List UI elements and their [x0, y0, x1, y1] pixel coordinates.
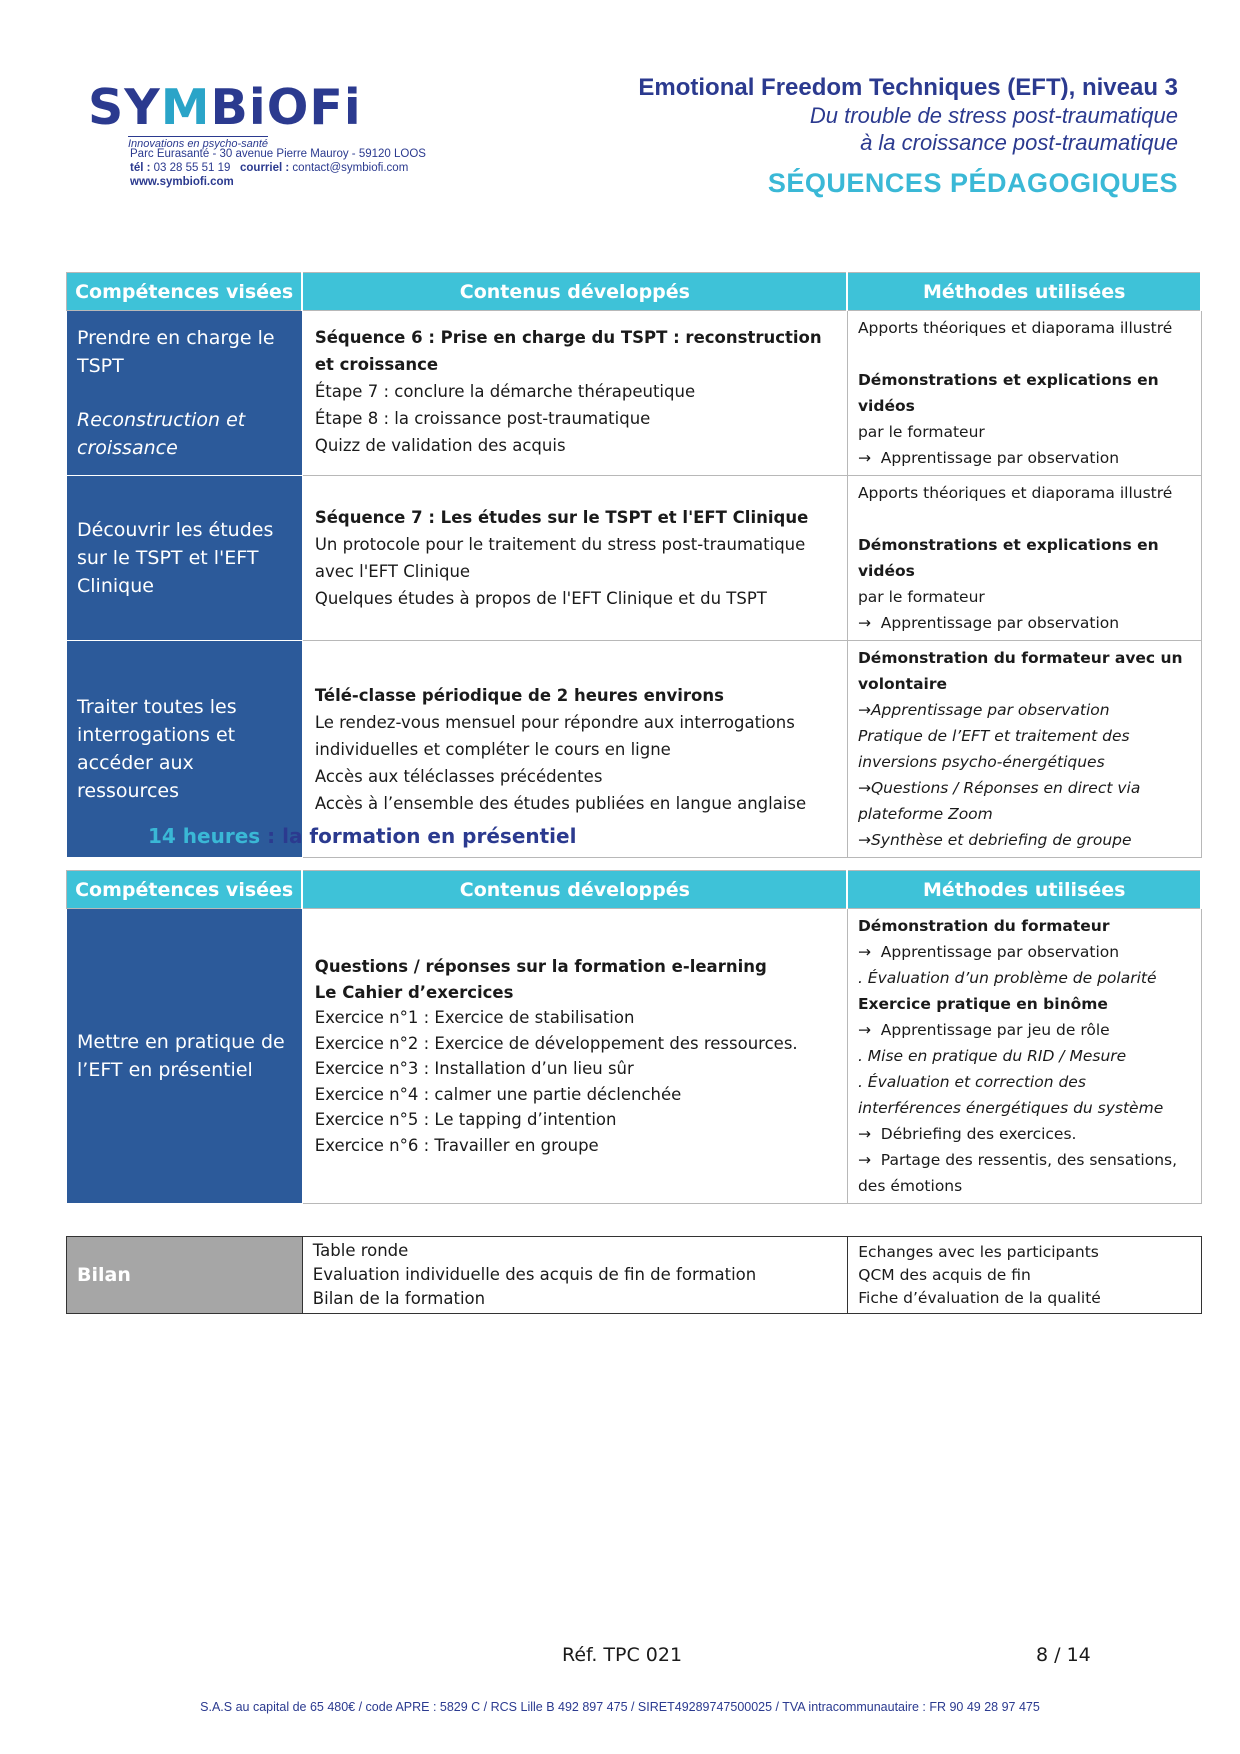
- website: www.symbiofi.com: [130, 176, 234, 188]
- competence-cell: Prendre en charge le TSPT Reconstruction et croissance: [67, 311, 303, 476]
- document-reference: Réf. TPC 021: [562, 1644, 683, 1666]
- bilan-table: [66, 1236, 1202, 1314]
- bilan-label: Bilan: [67, 1237, 303, 1314]
- arrow-right-icon: →: [857, 701, 871, 719]
- section-presentiel-heading: 14 heures : la formation en présentiel: [148, 824, 577, 848]
- document-title: Emotional Freedom Techniques (EFT), niveau 3: [638, 74, 1178, 101]
- content-cell: Séquence 6 : Prise en charge du TSPT : reconstruction et croissance Étape 7 : conclure la démarche thérapeutique Étape 8 : la croissance post-traumatique Quizz de validation des acquis: [302, 311, 847, 476]
- col-header-contenus: Contenus développés: [302, 871, 847, 909]
- document-subtitle-1: Du trouble de stress post-traumatique: [809, 103, 1178, 128]
- arrow-right-icon: →: [857, 449, 871, 467]
- page-number: 8 / 14: [1036, 1644, 1091, 1666]
- content-cell: Télé-classe périodique de 2 heures environs Le rendez-vous mensuel pour répondre aux interrogations individuelles et compléter le cours en ligne Accès aux téléclasses précédentes Accès à l’ensemble des études publiées en langue anglaise: [302, 641, 847, 858]
- arrow-right-icon: →: [857, 831, 871, 849]
- company-logo: [88, 79, 448, 152]
- document-title-block: [638, 74, 1178, 199]
- col-header-methodes: Méthodes utilisées: [847, 273, 1201, 311]
- bilan-method-cell: Echanges avec les participants QCM des acquis de fin Fiche d’évaluation de la qualité: [848, 1237, 1202, 1314]
- contact-line: tél : 03 28 55 51 19 courriel : contact@symbiofi.com: [130, 162, 409, 174]
- col-header-competences: Compétences visées: [67, 273, 303, 311]
- method-cell: Apports théoriques et diaporama illustré Démonstrations et explications en vidéos par le formateur → Apprentissage par observation: [847, 311, 1201, 476]
- sequences-table: [66, 272, 1202, 858]
- legal-footer: S.A.S au capital de 65 480€ / code APRE : 5829 C / RCS Lille B 492 897 475 / SIRET49289747500025 / TVA intracommunautaire : FR 90 49 28 97 475: [200, 1700, 1040, 1714]
- presentiel-table: [66, 870, 1202, 1204]
- table-header-row: [67, 273, 1202, 311]
- method-cell: Apports théoriques et diaporama illustré Démonstrations et explications en vidéos par le formateur → Apprentissage par observation: [847, 476, 1201, 641]
- content-cell: Questions / réponses sur la formation e-learning Le Cahier d’exercices Exercice n°1 : Exercice de stabilisation Exercice n°2 : Exercice de développement des ressources. Exercice n°3 : Installation d’un lieu sûr Exercice n°4 : calmer une partie déclenchée Exercice n°5 : Le tapping d’intention Exercice n°6 : Travailler en groupe: [302, 909, 847, 1204]
- document-subtitle-2: à la croissance post-traumatique: [860, 130, 1178, 155]
- address-line: Parc Eurasanté - 30 avenue Pierre Mauroy - 59120 LOOS: [130, 148, 426, 160]
- logo-tagline: Innovations en psycho-santé: [128, 138, 269, 150]
- table-header-row: [67, 871, 1202, 909]
- table-row: [67, 1237, 1202, 1314]
- competence-cell: Mettre en pratique de l’EFT en présentiel: [67, 909, 303, 1204]
- arrow-right-icon: →: [857, 614, 871, 632]
- bilan-content-cell: Table ronde Evaluation individuelle des acquis de fin de formation Bilan de la formation: [302, 1237, 847, 1314]
- company-address: [130, 147, 426, 189]
- col-header-competences: Compétences visées: [67, 871, 303, 909]
- method-cell: Démonstration du formateur → Apprentissage par observation . Évaluation d’un problème de polarité Exercice pratique en binôme → Apprentissage par jeu de rôle . Mise en pratique du RID / Mesure . Évaluation et correction des interférences énergétiques du système → Débriefing des exercices. → Partage des ressentis, des sensations, des émotions: [847, 909, 1201, 1204]
- table-row: [67, 476, 1202, 641]
- col-header-methodes: Méthodes utilisées: [847, 871, 1201, 909]
- competence-cell: Découvrir les études sur le TSPT et l'EFT Clinique: [67, 476, 303, 641]
- method-cell: Démonstration du formateur avec un volontaire →Apprentissage par observation Pratique de l’EFT et traitement des inversions psycho-énergétiques →Questions / Réponses en direct via plateforme Zoom →Synthèse et debriefing de groupe: [847, 641, 1201, 858]
- content-cell: Séquence 7 : Les études sur le TSPT et l'EFT Clinique Un protocole pour le traitement du stress post-traumatique avec l'EFT Clinique Quelques études à propos de l'EFT Clinique et du TSPT: [302, 476, 847, 641]
- arrow-right-icon: →: [857, 1021, 871, 1039]
- arrow-right-icon: →: [857, 1125, 871, 1143]
- table-row: [67, 311, 1202, 476]
- section-title: SÉQUENCES PÉDAGOGIQUES: [767, 168, 1178, 198]
- competence-cell: Traiter toutes les interrogations et accéder aux ressources: [67, 641, 303, 858]
- table-row: [67, 909, 1202, 1204]
- col-header-contenus: Contenus développés: [302, 273, 847, 311]
- logo-wordmark: SYMBiOFi: [88, 79, 362, 136]
- arrow-right-icon: →: [857, 779, 871, 797]
- arrow-right-icon: →: [857, 1151, 871, 1169]
- arrow-right-icon: →: [857, 943, 871, 961]
